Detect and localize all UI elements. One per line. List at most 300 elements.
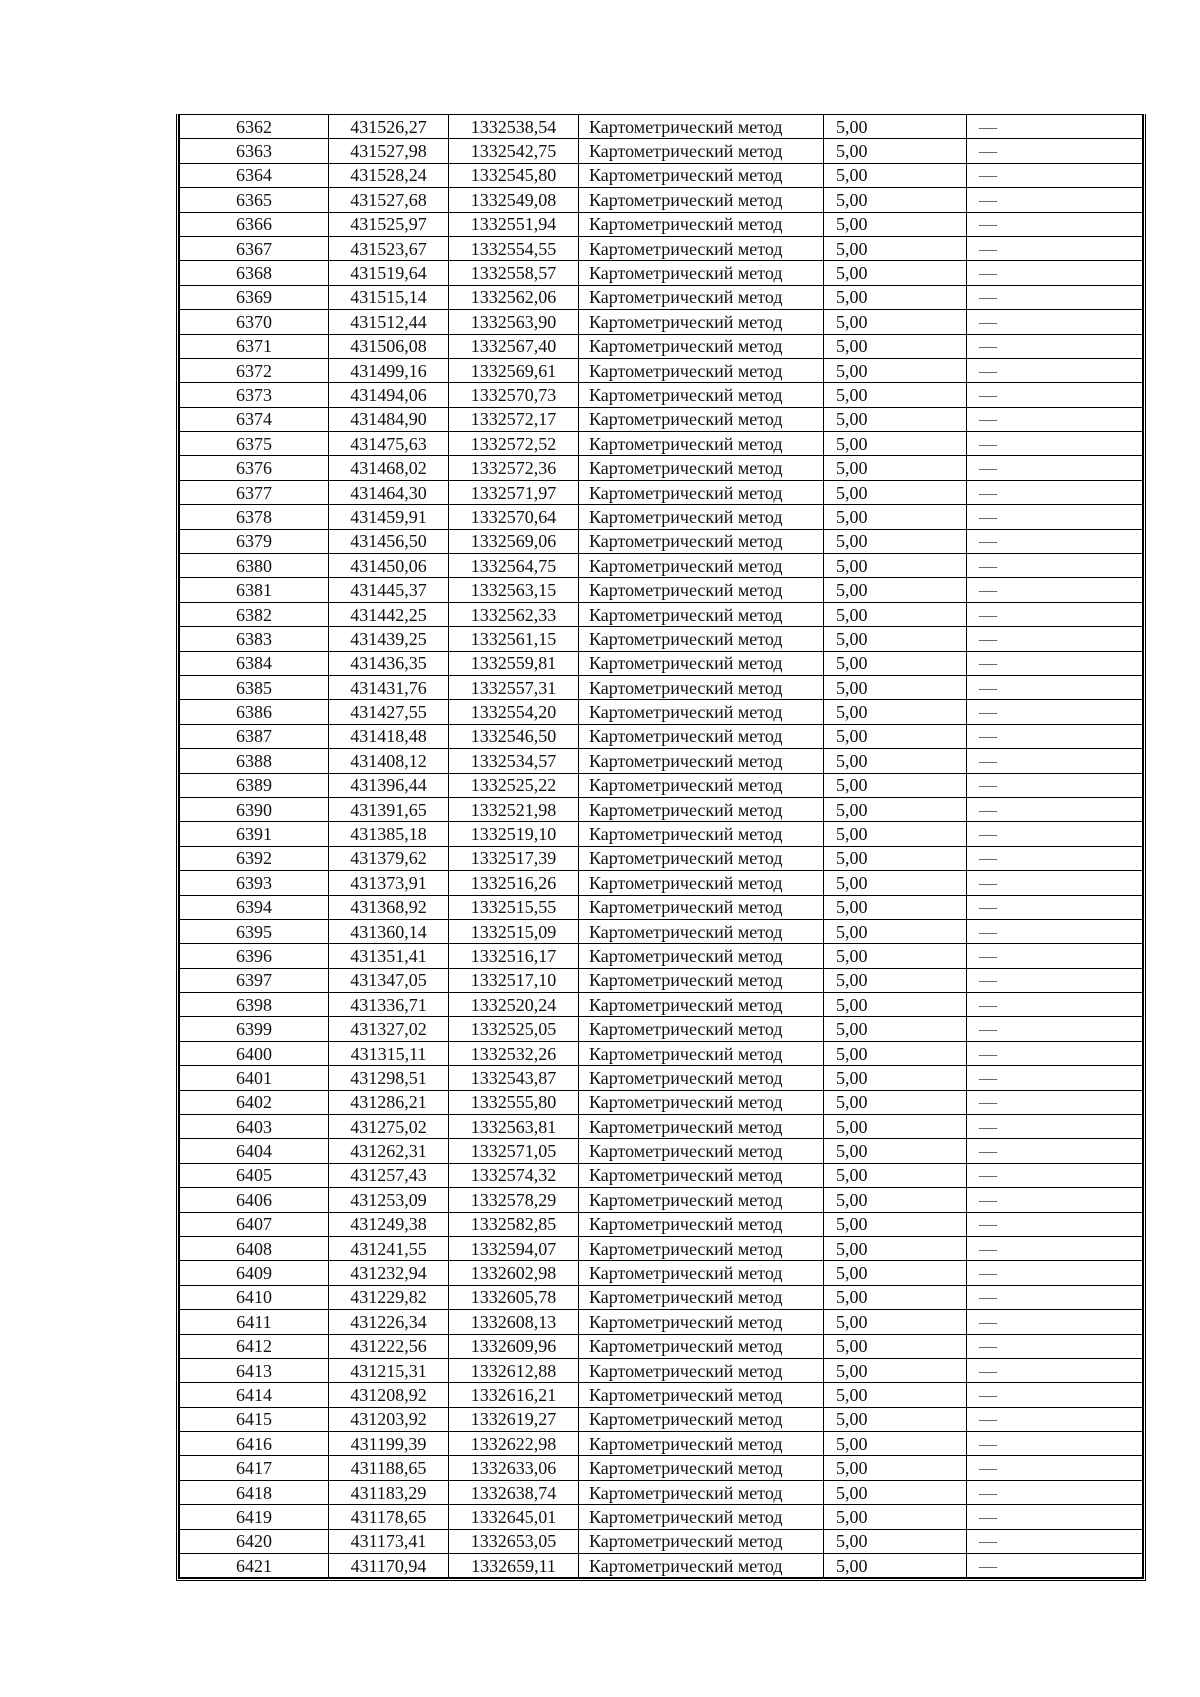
description-cell: — — [967, 1505, 1143, 1529]
y-coordinate-cell: 1332562,33 — [449, 602, 579, 626]
method-cell: Картометрический метод — [579, 505, 824, 529]
x-coordinate-cell: 431188,65 — [329, 1456, 449, 1480]
x-coordinate-cell: 431391,65 — [329, 797, 449, 821]
method-cell: Картометрический метод — [579, 1334, 824, 1358]
point-number-cell: 6414 — [180, 1383, 329, 1407]
accuracy-cell: 5,00 — [824, 1310, 967, 1334]
x-coordinate-cell: 431379,62 — [329, 846, 449, 870]
x-coordinate-cell: 431439,25 — [329, 627, 449, 651]
point-number-cell: 6411 — [180, 1310, 329, 1334]
y-coordinate-cell: 1332516,26 — [449, 871, 579, 895]
method-cell: Картометрический метод — [579, 651, 824, 675]
y-coordinate-cell: 1332574,32 — [449, 1163, 579, 1187]
method-cell: Картометрический метод — [579, 407, 824, 431]
accuracy-cell: 5,00 — [824, 1236, 967, 1260]
method-cell: Картометрический метод — [579, 139, 824, 163]
x-coordinate-cell: 431241,55 — [329, 1236, 449, 1260]
y-coordinate-cell: 1332616,21 — [449, 1383, 579, 1407]
table-row — [180, 895, 1143, 919]
description-cell: — — [967, 1236, 1143, 1260]
y-coordinate-cell: 1332578,29 — [449, 1188, 579, 1212]
method-cell: Картометрический метод — [579, 968, 824, 992]
accuracy-cell: 5,00 — [824, 1115, 967, 1139]
y-coordinate-cell: 1332534,57 — [449, 749, 579, 773]
method-cell: Картометрический метод — [579, 188, 824, 212]
y-coordinate-cell: 1332543,87 — [449, 1066, 579, 1090]
method-cell: Картометрический метод — [579, 1163, 824, 1187]
table-row — [180, 846, 1143, 870]
y-coordinate-cell: 1332554,55 — [449, 236, 579, 260]
method-cell: Картометрический метод — [579, 1236, 824, 1260]
table-row — [180, 797, 1143, 821]
method-cell: Картометрический метод — [579, 700, 824, 724]
coordinates-table — [179, 114, 1143, 1578]
description-cell: — — [967, 700, 1143, 724]
description-cell: — — [967, 846, 1143, 870]
table-row — [180, 505, 1143, 529]
method-cell: Картометрический метод — [579, 1432, 824, 1456]
y-coordinate-cell: 1332605,78 — [449, 1285, 579, 1309]
x-coordinate-cell: 431327,02 — [329, 1017, 449, 1041]
point-number-cell: 6400 — [180, 1041, 329, 1065]
y-coordinate-cell: 1332570,73 — [449, 383, 579, 407]
point-number-cell: 6385 — [180, 675, 329, 699]
description-cell: — — [967, 285, 1143, 309]
table-row — [180, 724, 1143, 748]
description-cell: — — [967, 968, 1143, 992]
description-cell: — — [967, 1017, 1143, 1041]
y-coordinate-cell: 1332538,54 — [449, 115, 579, 139]
description-cell: — — [967, 383, 1143, 407]
y-coordinate-cell: 1332582,85 — [449, 1212, 579, 1236]
x-coordinate-cell: 431183,29 — [329, 1480, 449, 1504]
table-row — [180, 627, 1143, 651]
accuracy-cell: 5,00 — [824, 188, 967, 212]
point-number-cell: 6379 — [180, 529, 329, 553]
description-cell: — — [967, 1554, 1143, 1578]
accuracy-cell: 5,00 — [824, 456, 967, 480]
x-coordinate-cell: 431385,18 — [329, 822, 449, 846]
coordinates-table-container — [176, 114, 1146, 1581]
point-number-cell: 6376 — [180, 456, 329, 480]
accuracy-cell: 5,00 — [824, 749, 967, 773]
method-cell: Картометрический метод — [579, 236, 824, 260]
accuracy-cell: 5,00 — [824, 480, 967, 504]
x-coordinate-cell: 431226,34 — [329, 1310, 449, 1334]
point-number-cell: 6419 — [180, 1505, 329, 1529]
description-cell: — — [967, 1383, 1143, 1407]
point-number-cell: 6370 — [180, 310, 329, 334]
description-cell: — — [967, 1529, 1143, 1553]
description-cell: — — [967, 944, 1143, 968]
description-cell: — — [967, 1139, 1143, 1163]
point-number-cell: 6372 — [180, 358, 329, 382]
table-row — [180, 1066, 1143, 1090]
point-number-cell: 6394 — [180, 895, 329, 919]
x-coordinate-cell: 431275,02 — [329, 1115, 449, 1139]
table-row — [180, 749, 1143, 773]
x-coordinate-cell: 431456,50 — [329, 529, 449, 553]
point-number-cell: 6390 — [180, 797, 329, 821]
point-number-cell: 6398 — [180, 993, 329, 1017]
x-coordinate-cell: 431525,97 — [329, 212, 449, 236]
table-row — [180, 1529, 1143, 1553]
point-number-cell: 6397 — [180, 968, 329, 992]
table-row — [180, 1358, 1143, 1382]
accuracy-cell: 5,00 — [824, 627, 967, 651]
x-coordinate-cell: 431368,92 — [329, 895, 449, 919]
point-number-cell: 6377 — [180, 480, 329, 504]
point-number-cell: 6368 — [180, 261, 329, 285]
y-coordinate-cell: 1332521,98 — [449, 797, 579, 821]
method-cell: Картометрический метод — [579, 1358, 824, 1382]
method-cell: Картометрический метод — [579, 602, 824, 626]
point-number-cell: 6409 — [180, 1261, 329, 1285]
point-number-cell: 6364 — [180, 163, 329, 187]
table-row — [180, 285, 1143, 309]
accuracy-cell: 5,00 — [824, 1041, 967, 1065]
table-row — [180, 822, 1143, 846]
method-cell: Картометрический метод — [579, 895, 824, 919]
table-row — [180, 212, 1143, 236]
method-cell: Картометрический метод — [579, 1456, 824, 1480]
y-coordinate-cell: 1332517,10 — [449, 968, 579, 992]
accuracy-cell: 5,00 — [824, 1554, 967, 1578]
x-coordinate-cell: 431286,21 — [329, 1090, 449, 1114]
method-cell: Картометрический метод — [579, 456, 824, 480]
point-number-cell: 6380 — [180, 554, 329, 578]
method-cell: Картометрический метод — [579, 1407, 824, 1431]
method-cell: Картометрический метод — [579, 432, 824, 456]
accuracy-cell: 5,00 — [824, 1334, 967, 1358]
point-number-cell: 6392 — [180, 846, 329, 870]
description-cell: — — [967, 724, 1143, 748]
accuracy-cell: 5,00 — [824, 846, 967, 870]
y-coordinate-cell: 1332659,11 — [449, 1554, 579, 1578]
table-row — [180, 1188, 1143, 1212]
y-coordinate-cell: 1332567,40 — [449, 334, 579, 358]
y-coordinate-cell: 1332542,75 — [449, 139, 579, 163]
point-number-cell: 6366 — [180, 212, 329, 236]
description-cell: — — [967, 358, 1143, 382]
y-coordinate-cell: 1332515,55 — [449, 895, 579, 919]
method-cell: Картометрический метод — [579, 285, 824, 309]
point-number-cell: 6381 — [180, 578, 329, 602]
method-cell: Картометрический метод — [579, 1529, 824, 1553]
x-coordinate-cell: 431257,43 — [329, 1163, 449, 1187]
method-cell: Картометрический метод — [579, 578, 824, 602]
method-cell: Картометрический метод — [579, 1480, 824, 1504]
point-number-cell: 6404 — [180, 1139, 329, 1163]
description-cell: — — [967, 1090, 1143, 1114]
y-coordinate-cell: 1332572,36 — [449, 456, 579, 480]
table-row — [180, 115, 1143, 139]
table-row — [180, 310, 1143, 334]
accuracy-cell: 5,00 — [824, 968, 967, 992]
point-number-cell: 6412 — [180, 1334, 329, 1358]
point-number-cell: 6420 — [180, 1529, 329, 1553]
table-row — [180, 1261, 1143, 1285]
y-coordinate-cell: 1332519,10 — [449, 822, 579, 846]
table-row — [180, 578, 1143, 602]
description-cell: — — [967, 749, 1143, 773]
method-cell: Картометрический метод — [579, 846, 824, 870]
accuracy-cell: 5,00 — [824, 285, 967, 309]
accuracy-cell: 5,00 — [824, 797, 967, 821]
accuracy-cell: 5,00 — [824, 1163, 967, 1187]
description-cell: — — [967, 505, 1143, 529]
point-number-cell: 6401 — [180, 1066, 329, 1090]
point-number-cell: 6371 — [180, 334, 329, 358]
accuracy-cell: 5,00 — [824, 261, 967, 285]
y-coordinate-cell: 1332515,09 — [449, 919, 579, 943]
method-cell: Картометрический метод — [579, 797, 824, 821]
table-row — [180, 456, 1143, 480]
method-cell: Картометрический метод — [579, 334, 824, 358]
method-cell: Картометрический метод — [579, 1139, 824, 1163]
x-coordinate-cell: 431203,92 — [329, 1407, 449, 1431]
accuracy-cell: 5,00 — [824, 1529, 967, 1553]
x-coordinate-cell: 431523,67 — [329, 236, 449, 260]
x-coordinate-cell: 431336,71 — [329, 993, 449, 1017]
table-row — [180, 1480, 1143, 1504]
description-cell: — — [967, 895, 1143, 919]
accuracy-cell: 5,00 — [824, 407, 967, 431]
point-number-cell: 6373 — [180, 383, 329, 407]
point-number-cell: 6408 — [180, 1236, 329, 1260]
x-coordinate-cell: 431222,56 — [329, 1334, 449, 1358]
method-cell: Картометрический метод — [579, 212, 824, 236]
method-cell: Картометрический метод — [579, 993, 824, 1017]
accuracy-cell: 5,00 — [824, 724, 967, 748]
accuracy-cell: 5,00 — [824, 115, 967, 139]
y-coordinate-cell: 1332516,17 — [449, 944, 579, 968]
method-cell: Картометрический метод — [579, 1041, 824, 1065]
x-coordinate-cell: 431170,94 — [329, 1554, 449, 1578]
table-row — [180, 651, 1143, 675]
y-coordinate-cell: 1332520,24 — [449, 993, 579, 1017]
table-row — [180, 334, 1143, 358]
description-cell: — — [967, 1212, 1143, 1236]
description-cell: — — [967, 261, 1143, 285]
description-cell: — — [967, 310, 1143, 334]
y-coordinate-cell: 1332546,50 — [449, 724, 579, 748]
table-body — [180, 115, 1143, 1578]
y-coordinate-cell: 1332645,01 — [449, 1505, 579, 1529]
y-coordinate-cell: 1332569,61 — [449, 358, 579, 382]
accuracy-cell: 5,00 — [824, 1456, 967, 1480]
y-coordinate-cell: 1332561,15 — [449, 627, 579, 651]
description-cell: — — [967, 822, 1143, 846]
table-row — [180, 1334, 1143, 1358]
x-coordinate-cell: 431484,90 — [329, 407, 449, 431]
accuracy-cell: 5,00 — [824, 1188, 967, 1212]
method-cell: Картометрический метод — [579, 1310, 824, 1334]
accuracy-cell: 5,00 — [824, 1017, 967, 1041]
point-number-cell: 6389 — [180, 773, 329, 797]
x-coordinate-cell: 431512,44 — [329, 310, 449, 334]
accuracy-cell: 5,00 — [824, 675, 967, 699]
point-number-cell: 6374 — [180, 407, 329, 431]
description-cell: — — [967, 432, 1143, 456]
y-coordinate-cell: 1332551,94 — [449, 212, 579, 236]
description-cell: — — [967, 554, 1143, 578]
table-row — [180, 1017, 1143, 1041]
description-cell: — — [967, 1407, 1143, 1431]
x-coordinate-cell: 431351,41 — [329, 944, 449, 968]
table-row — [180, 968, 1143, 992]
x-coordinate-cell: 431499,16 — [329, 358, 449, 382]
y-coordinate-cell: 1332517,39 — [449, 846, 579, 870]
accuracy-cell: 5,00 — [824, 383, 967, 407]
point-number-cell: 6384 — [180, 651, 329, 675]
description-cell: — — [967, 163, 1143, 187]
method-cell: Картометрический метод — [579, 773, 824, 797]
method-cell: Картометрический метод — [579, 529, 824, 553]
x-coordinate-cell: 431519,64 — [329, 261, 449, 285]
x-coordinate-cell: 431445,37 — [329, 578, 449, 602]
point-number-cell: 6406 — [180, 1188, 329, 1212]
y-coordinate-cell: 1332594,07 — [449, 1236, 579, 1260]
x-coordinate-cell: 431262,31 — [329, 1139, 449, 1163]
method-cell: Картометрический метод — [579, 822, 824, 846]
method-cell: Картометрический метод — [579, 261, 824, 285]
x-coordinate-cell: 431527,68 — [329, 188, 449, 212]
method-cell: Картометрический метод — [579, 383, 824, 407]
description-cell: — — [967, 1261, 1143, 1285]
x-coordinate-cell: 431408,12 — [329, 749, 449, 773]
table-row — [180, 236, 1143, 260]
accuracy-cell: 5,00 — [824, 1383, 967, 1407]
table-row — [180, 1041, 1143, 1065]
x-coordinate-cell: 431431,76 — [329, 675, 449, 699]
table-row — [180, 261, 1143, 285]
x-coordinate-cell: 431506,08 — [329, 334, 449, 358]
method-cell: Картометрический метод — [579, 1090, 824, 1114]
table-row — [180, 1383, 1143, 1407]
table-row — [180, 383, 1143, 407]
y-coordinate-cell: 1332562,06 — [449, 285, 579, 309]
point-number-cell: 6365 — [180, 188, 329, 212]
table-row — [180, 1236, 1143, 1260]
y-coordinate-cell: 1332557,31 — [449, 675, 579, 699]
description-cell: — — [967, 651, 1143, 675]
description-cell: — — [967, 407, 1143, 431]
accuracy-cell: 5,00 — [824, 358, 967, 382]
table-row — [180, 432, 1143, 456]
accuracy-cell: 5,00 — [824, 1285, 967, 1309]
point-number-cell: 6369 — [180, 285, 329, 309]
point-number-cell: 6402 — [180, 1090, 329, 1114]
x-coordinate-cell: 431253,09 — [329, 1188, 449, 1212]
point-number-cell: 6375 — [180, 432, 329, 456]
x-coordinate-cell: 431450,06 — [329, 554, 449, 578]
accuracy-cell: 5,00 — [824, 578, 967, 602]
x-coordinate-cell: 431464,30 — [329, 480, 449, 504]
x-coordinate-cell: 431215,31 — [329, 1358, 449, 1382]
x-coordinate-cell: 431436,35 — [329, 651, 449, 675]
description-cell: — — [967, 1188, 1143, 1212]
description-cell: — — [967, 334, 1143, 358]
x-coordinate-cell: 431173,41 — [329, 1529, 449, 1553]
x-coordinate-cell: 431527,98 — [329, 139, 449, 163]
x-coordinate-cell: 431526,27 — [329, 115, 449, 139]
accuracy-cell: 5,00 — [824, 139, 967, 163]
method-cell: Картометрический метод — [579, 724, 824, 748]
method-cell: Картометрический метод — [579, 1383, 824, 1407]
table-row — [180, 1432, 1143, 1456]
y-coordinate-cell: 1332563,90 — [449, 310, 579, 334]
description-cell: — — [967, 1041, 1143, 1065]
table-row — [180, 993, 1143, 1017]
accuracy-cell: 5,00 — [824, 919, 967, 943]
y-coordinate-cell: 1332564,75 — [449, 554, 579, 578]
accuracy-cell: 5,00 — [824, 602, 967, 626]
y-coordinate-cell: 1332602,98 — [449, 1261, 579, 1285]
method-cell: Картометрический метод — [579, 749, 824, 773]
description-cell: — — [967, 871, 1143, 895]
y-coordinate-cell: 1332563,81 — [449, 1115, 579, 1139]
y-coordinate-cell: 1332572,52 — [449, 432, 579, 456]
method-cell: Картометрический метод — [579, 675, 824, 699]
accuracy-cell: 5,00 — [824, 310, 967, 334]
method-cell: Картометрический метод — [579, 310, 824, 334]
y-coordinate-cell: 1332549,08 — [449, 188, 579, 212]
table-row — [180, 675, 1143, 699]
x-coordinate-cell: 431298,51 — [329, 1066, 449, 1090]
accuracy-cell: 5,00 — [824, 895, 967, 919]
description-cell: — — [967, 1432, 1143, 1456]
accuracy-cell: 5,00 — [824, 1480, 967, 1504]
y-coordinate-cell: 1332525,05 — [449, 1017, 579, 1041]
y-coordinate-cell: 1332545,80 — [449, 163, 579, 187]
table-row — [180, 1090, 1143, 1114]
y-coordinate-cell: 1332633,06 — [449, 1456, 579, 1480]
description-cell: — — [967, 627, 1143, 651]
method-cell: Картометрический метод — [579, 1505, 824, 1529]
method-cell: Картометрический метод — [579, 1212, 824, 1236]
method-cell: Картометрический метод — [579, 1261, 824, 1285]
y-coordinate-cell: 1332653,05 — [449, 1529, 579, 1553]
y-coordinate-cell: 1332571,97 — [449, 480, 579, 504]
y-coordinate-cell: 1332558,57 — [449, 261, 579, 285]
table-row — [180, 407, 1143, 431]
method-cell: Картометрический метод — [579, 554, 824, 578]
accuracy-cell: 5,00 — [824, 212, 967, 236]
accuracy-cell: 5,00 — [824, 1261, 967, 1285]
description-cell: — — [967, 578, 1143, 602]
accuracy-cell: 5,00 — [824, 1090, 967, 1114]
description-cell: — — [967, 1066, 1143, 1090]
description-cell: — — [967, 1334, 1143, 1358]
accuracy-cell: 5,00 — [824, 163, 967, 187]
description-cell: — — [967, 1456, 1143, 1480]
point-number-cell: 6399 — [180, 1017, 329, 1041]
method-cell: Картометрический метод — [579, 627, 824, 651]
description-cell: — — [967, 1310, 1143, 1334]
accuracy-cell: 5,00 — [824, 529, 967, 553]
method-cell: Картометрический метод — [579, 358, 824, 382]
description-cell: — — [967, 797, 1143, 821]
y-coordinate-cell: 1332569,06 — [449, 529, 579, 553]
accuracy-cell: 5,00 — [824, 822, 967, 846]
method-cell: Картометрический метод — [579, 1285, 824, 1309]
point-number-cell: 6403 — [180, 1115, 329, 1139]
description-cell: — — [967, 115, 1143, 139]
accuracy-cell: 5,00 — [824, 944, 967, 968]
table-row — [180, 188, 1143, 212]
table-row — [180, 1139, 1143, 1163]
